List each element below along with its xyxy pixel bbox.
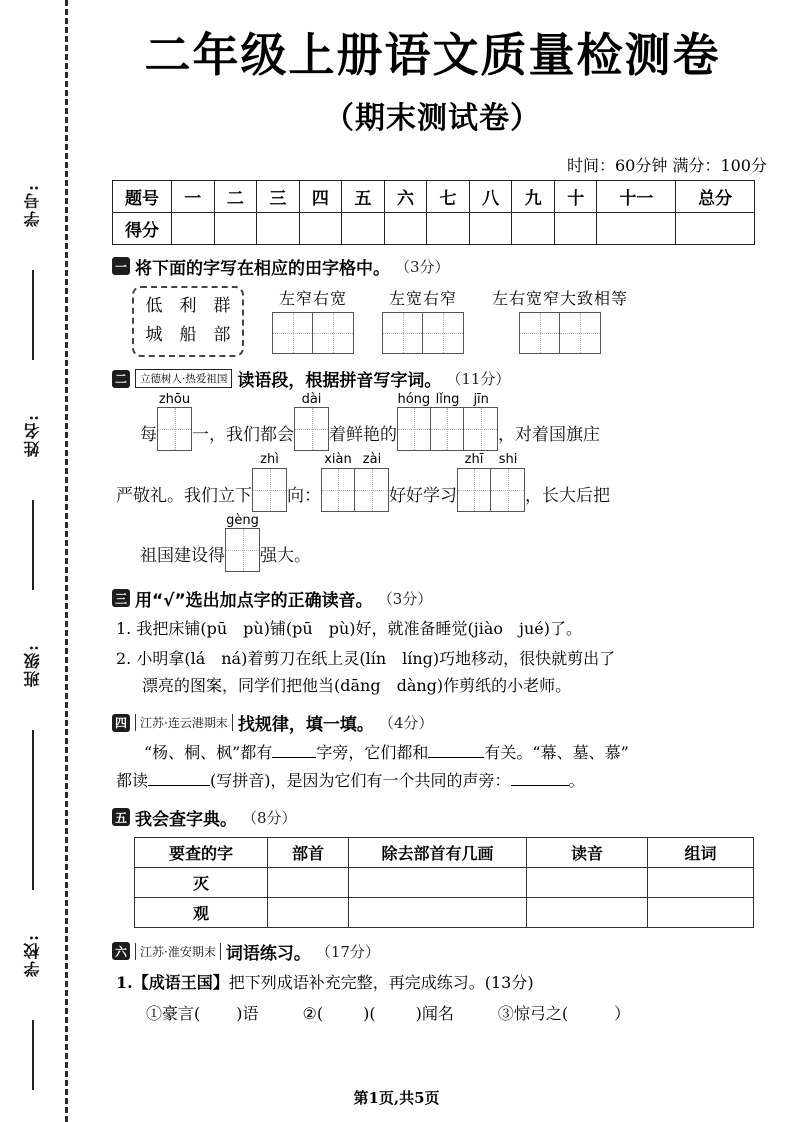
idiom-number: ① xyxy=(146,1003,163,1023)
section-number-badge: 三 xyxy=(112,589,130,607)
pinyin-label: zhī xyxy=(464,452,484,468)
exam-sheet xyxy=(72,0,793,1122)
score-col-header: 一 xyxy=(172,180,215,212)
section-3 xyxy=(112,586,793,698)
section-title: 词语练习。 xyxy=(225,943,311,964)
score-col-header: 七 xyxy=(427,180,470,212)
dict-col-header: 要查的字 xyxy=(135,837,268,867)
section-number-badge: 二 xyxy=(112,370,130,388)
table-row xyxy=(113,212,755,244)
section-1-content xyxy=(132,286,793,358)
tianzige-grid[interactable] xyxy=(519,312,601,354)
section-4-heading xyxy=(112,710,793,735)
tianzige-cell[interactable] xyxy=(322,469,355,511)
tianzige-cell[interactable] xyxy=(398,408,431,450)
section-1 xyxy=(112,254,793,358)
section-points: （3分） xyxy=(395,257,450,276)
section-6-idiom-row xyxy=(146,1002,793,1027)
grid-group-1 xyxy=(272,286,354,354)
score-input-cell[interactable] xyxy=(597,212,676,244)
pool-char: 部 xyxy=(213,325,231,346)
tianzige-cell[interactable] xyxy=(458,469,491,511)
pinyin-slot[interactable] xyxy=(321,453,389,511)
section-title: 将下面的字写在相应的田字格中。 xyxy=(135,258,390,279)
tianzige-cell[interactable] xyxy=(383,313,423,353)
tianzige-grid[interactable] xyxy=(397,407,498,451)
tianzige-grid[interactable] xyxy=(321,468,389,512)
score-col-header: 九 xyxy=(512,180,555,212)
score-input-cell[interactable] xyxy=(554,212,597,244)
section-points: （11分） xyxy=(446,370,511,389)
section-6-sub-1 xyxy=(116,971,793,996)
score-input-cell[interactable] xyxy=(299,212,342,244)
tianzige-grid[interactable] xyxy=(272,312,354,354)
idiom-part: ） xyxy=(614,1003,631,1023)
grid-caption: 左右宽窄大致相等 xyxy=(492,288,629,308)
sidebar-divider-5 xyxy=(32,1020,34,1090)
dictionary-table xyxy=(134,837,754,928)
sidebar-field-xingming xyxy=(0,380,65,490)
score-col-header: 总分 xyxy=(676,180,755,212)
score-col-header: 十一 xyxy=(597,180,676,212)
tianzige-cell[interactable] xyxy=(560,313,600,353)
pinyin-label: zhōu xyxy=(158,392,191,408)
idiom-item-1[interactable] xyxy=(146,1002,259,1027)
score-input-cell[interactable] xyxy=(342,212,385,244)
pinyin-row xyxy=(252,453,287,467)
score-input-cell[interactable] xyxy=(384,212,427,244)
table-row xyxy=(135,867,754,897)
dict-answer-cell[interactable] xyxy=(349,867,527,897)
tianzige-grid[interactable] xyxy=(225,528,260,572)
sidebar-field-label: 学号: xyxy=(23,183,42,227)
pinyin-row xyxy=(225,514,260,528)
section-1-heading xyxy=(112,254,793,279)
section-points: （4分） xyxy=(378,714,434,733)
score-table-wrapper xyxy=(112,180,755,245)
section-2-heading xyxy=(112,366,793,391)
sidebar-field-label: 班级: xyxy=(23,643,42,687)
tianzige-grid[interactable] xyxy=(252,468,287,512)
section-2 xyxy=(112,366,793,572)
sidebar-student-info xyxy=(0,0,65,1122)
section-theme-badge: 立德树人·热爱祖国 xyxy=(135,369,232,388)
pinyin-slot[interactable] xyxy=(252,453,287,511)
score-col-header: 五 xyxy=(342,180,385,212)
dict-answer-cell[interactable] xyxy=(268,897,349,927)
grid-group-2 xyxy=(382,286,464,354)
section-6-heading xyxy=(112,939,793,964)
section-4 xyxy=(112,710,793,794)
sidebar-field-banji xyxy=(0,610,65,720)
dict-col-header: 组词 xyxy=(648,837,754,867)
question-text: 有关。“幕、墓、慕” xyxy=(484,743,629,763)
character-pool-box xyxy=(132,286,244,358)
pinyin-label: hóng xyxy=(397,392,431,408)
sentence-text: 一，我们都会 xyxy=(192,425,294,446)
section-3-item-2[interactable]: 2. 小明拿(lá ná)着剪刀在纸上灵(lín líng)巧地移动，很快就剪出了 xyxy=(116,648,616,668)
idiom-number: ③ xyxy=(497,1003,514,1023)
tianzige-grid[interactable] xyxy=(157,407,192,451)
dict-col-header: 读音 xyxy=(527,837,648,867)
question-text: 。 xyxy=(568,771,585,791)
score-col-header: 十 xyxy=(554,180,597,212)
dictionary-table-wrapper xyxy=(134,837,793,928)
pinyin-label: jīn xyxy=(473,392,489,408)
dict-query-char: 观 xyxy=(135,897,268,927)
pinyin-label: lǐng xyxy=(435,392,460,408)
score-col-header: 八 xyxy=(469,180,512,212)
tianzige-cell[interactable] xyxy=(520,313,560,353)
sentence-text: ，对着国旗庄 xyxy=(498,425,600,446)
pool-char: 群 xyxy=(213,295,231,316)
character-row xyxy=(144,292,232,322)
sidebar-divider-3 xyxy=(32,730,34,820)
dict-answer-cell[interactable] xyxy=(648,867,754,897)
tianzige-cell[interactable] xyxy=(313,313,353,353)
tianzige-cell[interactable] xyxy=(491,469,524,511)
page-title: 二年级上册语文质量检测卷 xyxy=(144,28,721,82)
grid-group-3 xyxy=(492,286,628,354)
section-title: 用“√”选出加点字的正确读音。 xyxy=(135,590,373,611)
idiom-item-3[interactable] xyxy=(498,1002,630,1027)
tianzige-cell[interactable] xyxy=(295,408,328,450)
section-title: 找规律，填一填。 xyxy=(237,715,374,736)
tianzige-grid[interactable] xyxy=(382,312,464,354)
question-text: 字旁，它们都和 xyxy=(316,743,429,763)
grid-caption: 左宽右窄 xyxy=(388,288,457,308)
tianzige-cell[interactable] xyxy=(355,469,388,511)
pinyin-row xyxy=(397,393,498,407)
dict-answer-cell[interactable] xyxy=(527,867,648,897)
table-row xyxy=(113,180,755,212)
sentence-text: 向： xyxy=(287,485,321,506)
score-input-cell[interactable] xyxy=(469,212,512,244)
score-table xyxy=(112,180,755,245)
question-text: (写拼音)，是因为它们有一个共同的声旁： xyxy=(210,771,511,791)
section-5-heading xyxy=(112,805,793,830)
sub-question-text: 把下列成语补充完整，再完成练习。(13分) xyxy=(228,972,534,992)
dict-col-header: 部首 xyxy=(268,837,349,867)
score-col-header: 二 xyxy=(214,180,257,212)
pinyin-row xyxy=(321,453,389,467)
sidebar-field-label: 学校: xyxy=(23,933,42,977)
tianzige-cell[interactable] xyxy=(423,313,463,353)
pinyin-label: dài xyxy=(301,392,322,408)
dict-answer-cell[interactable] xyxy=(527,897,648,927)
tianzige-cell[interactable] xyxy=(158,408,191,450)
table-header-row xyxy=(135,837,754,867)
table-row xyxy=(135,897,754,927)
dict-answer-cell[interactable] xyxy=(268,867,349,897)
section-4-line-1 xyxy=(144,741,793,766)
score-input-cell[interactable] xyxy=(172,212,215,244)
idiom-item-2[interactable] xyxy=(303,1002,454,1027)
score-input-cell[interactable] xyxy=(214,212,257,244)
section-points: （17分） xyxy=(315,942,380,961)
tianzige-cell[interactable] xyxy=(226,529,259,571)
sidebar-field-label: 姓名: xyxy=(23,413,42,457)
idiom-part: 豪言( xyxy=(162,1003,201,1023)
pool-char: 利 xyxy=(179,295,197,316)
question-text: “杨、桐、枫”都有 xyxy=(144,743,273,763)
section-number-badge: 五 xyxy=(112,808,130,826)
dict-query-char: 灭 xyxy=(135,867,268,897)
pinyin-slot[interactable] xyxy=(457,453,525,511)
section-points: （8分） xyxy=(242,808,297,827)
question-text: 都读 xyxy=(116,771,149,791)
tianzige-cell[interactable] xyxy=(253,469,286,511)
pinyin-slot[interactable] xyxy=(294,393,329,451)
score-col-header: 六 xyxy=(384,180,427,212)
pool-char: 船 xyxy=(179,325,197,346)
pool-char: 城 xyxy=(145,325,163,346)
pinyin-slot[interactable] xyxy=(225,514,260,572)
sentence-text: 强大。 xyxy=(260,545,311,566)
answer-blank[interactable] xyxy=(272,757,316,758)
sub-question-number: 1. xyxy=(116,972,133,992)
section-3-item-1[interactable]: 1. 我把床铺(pū pù)铺(pū pù)好，就准备睡觉(jiào jué)了。 xyxy=(116,618,582,638)
section-number-badge: 四 xyxy=(112,714,130,732)
sentence-text: 每 xyxy=(140,425,157,446)
character-row xyxy=(144,321,232,351)
section-source-tag: 江苏·淮安期末 xyxy=(135,943,221,960)
score-input-cell[interactable] xyxy=(257,212,300,244)
answer-blank[interactable] xyxy=(148,785,210,786)
sidebar-field-xuexiao xyxy=(0,900,65,1010)
idiom-part: )语 xyxy=(236,1003,259,1023)
score-input-cell[interactable] xyxy=(676,212,755,244)
score-col-header: 三 xyxy=(257,180,300,212)
score-col-header: 四 xyxy=(299,180,342,212)
grid-caption: 左窄右宽 xyxy=(278,288,347,308)
idiom-part: )( xyxy=(363,1003,376,1023)
pinyin-label: xiàn xyxy=(324,452,352,468)
pinyin-slot[interactable] xyxy=(157,393,192,451)
idiom-kingdom-label: 【成语王国】 xyxy=(132,972,229,992)
dict-answer-cell[interactable] xyxy=(648,897,754,927)
sidebar-divider-2 xyxy=(32,500,34,590)
score-input-cell[interactable] xyxy=(512,212,555,244)
section-number-badge: 六 xyxy=(112,942,130,960)
exam-meta: 时间：60分钟 满分：100分 xyxy=(567,155,767,175)
section-6 xyxy=(112,939,793,1027)
section-title: 读语段，根据拼音写字词。 xyxy=(237,371,442,392)
tianzige-grid[interactable] xyxy=(294,407,329,451)
section-2-line-2 xyxy=(116,453,793,511)
page-footer: 第1页,共5页 xyxy=(353,1089,440,1107)
score-row-label: 得分 xyxy=(113,212,172,244)
page-subtitle: （期末测试卷） xyxy=(324,100,541,136)
sidebar-divider-4 xyxy=(32,820,34,890)
section-points: （3分） xyxy=(377,589,433,608)
sidebar-divider-1 xyxy=(32,270,34,360)
section-2-line-3 xyxy=(140,514,793,572)
answer-blank[interactable] xyxy=(511,785,569,786)
score-row-label: 题号 xyxy=(113,180,172,212)
pinyin-label: shi xyxy=(498,452,518,468)
pinyin-slot[interactable] xyxy=(397,393,498,451)
section-2-line-1 xyxy=(140,393,793,451)
tianzige-cell[interactable] xyxy=(431,408,464,450)
dict-col-header: 除去部首有几画 xyxy=(349,837,527,867)
pinyin-row xyxy=(457,453,525,467)
section-3-heading xyxy=(112,586,793,611)
idiom-number: ② xyxy=(302,1003,317,1023)
sentence-text: 着鲜艳的 xyxy=(329,425,397,446)
tianzige-grid[interactable] xyxy=(457,468,525,512)
section-3-item-2-cont[interactable]: 漂亮的图案，同学们把他当(dāng dàng)作剪纸的小老师。 xyxy=(142,675,572,695)
section-5 xyxy=(112,805,793,928)
sidebar-field-xuehao xyxy=(0,150,65,260)
cut-line xyxy=(65,0,68,1122)
sentence-text: ，长大后把 xyxy=(525,485,610,506)
idiom-part: )闻名 xyxy=(415,1003,454,1023)
sentence-text: 严敬礼。我们立下 xyxy=(116,485,252,506)
sentence-text: 祖国建设得 xyxy=(140,545,225,566)
section-number-badge: 一 xyxy=(112,257,130,275)
pinyin-label: zhì xyxy=(260,452,279,468)
score-input-cell[interactable] xyxy=(427,212,470,244)
pinyin-label: gèng xyxy=(226,512,259,528)
section-4-line-2 xyxy=(116,769,793,794)
idiom-part: 惊弓之( xyxy=(513,1003,569,1023)
tianzige-cell[interactable] xyxy=(273,313,313,353)
answer-blank[interactable] xyxy=(428,757,484,758)
tianzige-cell[interactable] xyxy=(464,408,497,450)
pinyin-row xyxy=(294,393,329,407)
pinyin-label: zài xyxy=(362,452,382,468)
sentence-text: 好好学习 xyxy=(389,485,457,506)
idiom-part: ( xyxy=(316,1003,324,1023)
section-title: 我会查字典。 xyxy=(135,809,237,830)
pool-char: 低 xyxy=(145,295,163,316)
dict-answer-cell[interactable] xyxy=(349,897,527,927)
pinyin-row xyxy=(157,393,192,407)
section-source-tag: 江苏·连云港期末 xyxy=(135,714,233,731)
